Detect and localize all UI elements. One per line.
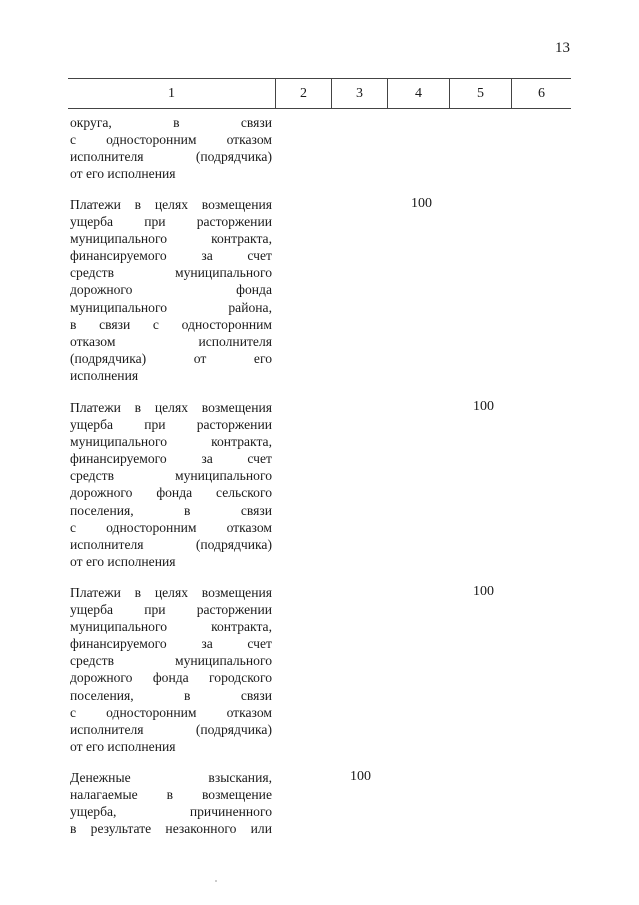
text-line: с односторонним отказом [70, 132, 272, 148]
text-line: ущерба, причиненного [70, 804, 272, 820]
row-value: 100 [411, 196, 432, 211]
text-line: Денежные взыскания, [70, 770, 272, 785]
row-description [70, 584, 272, 755]
text-line: поселения, в связи [70, 687, 272, 703]
text-line: Платежи в целях возмещения [70, 400, 272, 415]
text-line: муниципального контракта, [70, 434, 272, 450]
text-line: округа, в связи [70, 115, 272, 130]
table-row [70, 196, 639, 384]
text-line: в связи с односторонним [70, 316, 272, 332]
text-line: исполнителя (подрядчика) [70, 149, 272, 165]
text-line: средств муниципального [70, 653, 272, 669]
column-header-2: 2 [276, 79, 332, 109]
text-line: Платежи в целях возмещения [70, 585, 272, 600]
column-header-4: 4 [388, 79, 450, 109]
text-line: с односторонним отказом [70, 519, 272, 535]
text-line: муниципального контракта, [70, 619, 272, 635]
column-header-3: 3 [332, 79, 388, 109]
text-line: поселения, в связи [70, 502, 272, 518]
column-header-row [68, 79, 571, 109]
text-line: средств муниципального [70, 265, 272, 281]
text-line: исполнителя (подрядчика) [70, 721, 272, 737]
table-row [70, 769, 639, 837]
row-value: 100 [473, 584, 494, 599]
text-line: муниципального контракта, [70, 231, 272, 247]
row-description [70, 114, 272, 182]
row-value: 100 [473, 399, 494, 414]
text-line: от его исполнения [70, 166, 176, 182]
row-description [70, 399, 272, 570]
text-line: финансируемого за счет [70, 451, 272, 467]
scan-speck [215, 880, 217, 882]
column-header-5: 5 [450, 79, 512, 109]
text-line: от его исполнения [70, 738, 176, 754]
text-line: ущерба при расторжении [70, 214, 272, 230]
column-header-1: 1 [68, 79, 276, 109]
text-line: финансируемого за счет [70, 248, 272, 264]
text-line: исполнения [70, 367, 139, 383]
column-header-6: 6 [512, 79, 572, 109]
text-line: в результате незаконного или [70, 821, 272, 837]
row-value: 100 [350, 769, 371, 784]
text-line: ущерба при расторжении [70, 602, 272, 618]
text-line: отказом исполнителя [70, 333, 272, 349]
text-line: Платежи в целях возмещения [70, 197, 272, 212]
text-line: от его исполнения [70, 553, 176, 569]
page-number: 13 [555, 40, 570, 56]
text-line: налагаемые в возмещение [70, 787, 272, 803]
table-row [70, 399, 639, 570]
text-line: муниципального района, [70, 299, 272, 315]
column-header-table [68, 78, 571, 109]
text-line: исполнителя (подрядчика) [70, 536, 272, 552]
text-line: средств муниципального [70, 468, 272, 484]
text-line: дорожного фонда сельского [70, 485, 272, 501]
row-description [70, 196, 272, 384]
table-row [70, 114, 639, 182]
table-row [70, 584, 639, 755]
text-line: финансируемого за счет [70, 636, 272, 652]
row-description [70, 769, 272, 837]
text-line: (подрядчика) от его [70, 350, 272, 366]
text-line: с односторонним отказом [70, 704, 272, 720]
text-line: ущерба при расторжении [70, 417, 272, 433]
text-line: дорожного фонда городского [70, 670, 272, 686]
text-line: дорожного фонда [70, 282, 272, 298]
